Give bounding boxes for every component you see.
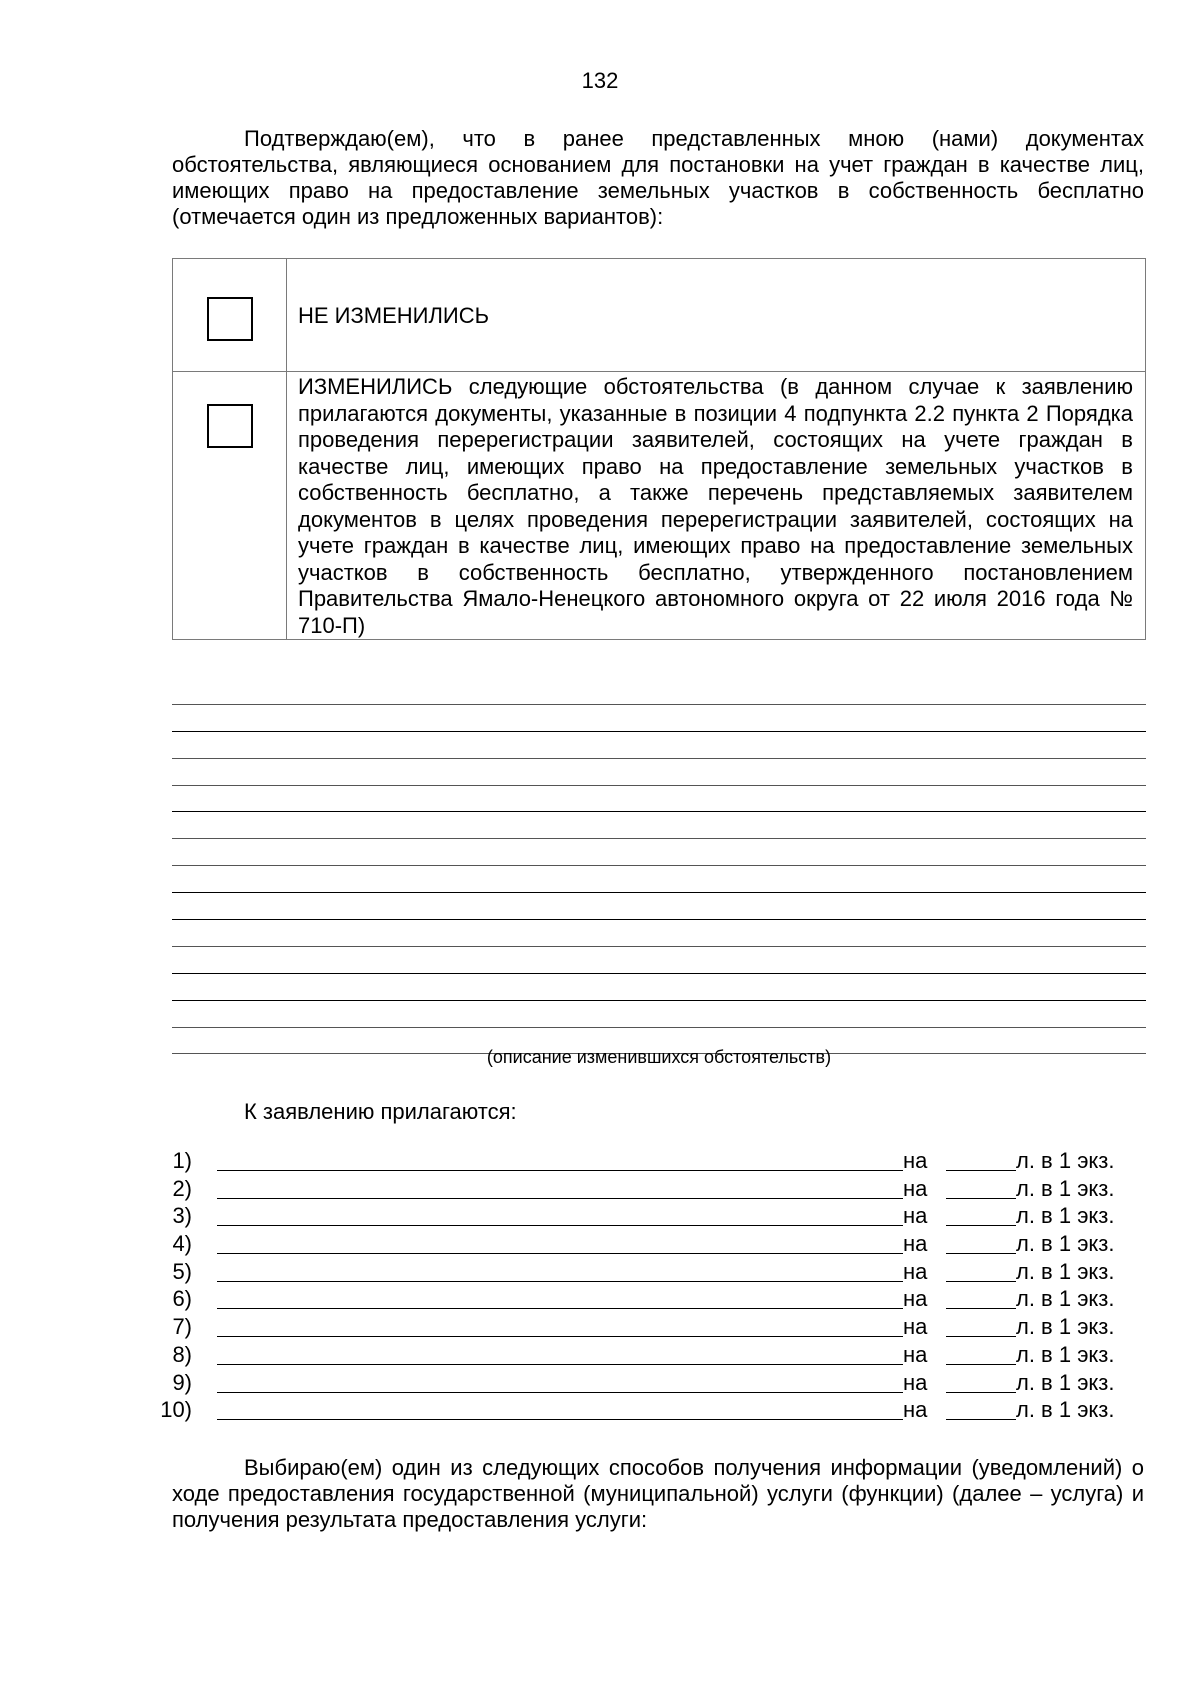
attachment-pages-field[interactable] — [946, 1231, 1016, 1254]
description-line[interactable] — [172, 839, 1146, 866]
checkbox-changed[interactable] — [207, 404, 253, 448]
attachment-row — [160, 1176, 1160, 1204]
attachment-name-field[interactable] — [217, 1259, 903, 1282]
attachment-pages-field[interactable] — [946, 1314, 1016, 1337]
description-line[interactable] — [172, 705, 1146, 732]
attachment-number: 8) — [172, 1341, 192, 1367]
option-row-unchanged — [173, 259, 1146, 372]
description-caption: (описание изменившихся обстоятельств) — [486, 1047, 832, 1067]
description-line[interactable] — [172, 947, 1146, 974]
attachment-pages-field[interactable] — [946, 1203, 1016, 1226]
page-number: 132 — [581, 68, 619, 93]
attachment-pages-field[interactable] — [946, 1397, 1016, 1420]
attachment-number: 10) — [160, 1397, 192, 1423]
attachment-number: 3) — [172, 1203, 192, 1229]
attachment-name-field[interactable] — [217, 1203, 903, 1226]
description-line[interactable] — [172, 1001, 1146, 1028]
attachment-na-label: на — [903, 1397, 928, 1423]
attachment-na-label: на — [903, 1175, 928, 1201]
attachment-copies-label: л. в 1 экз. — [1016, 1314, 1115, 1340]
choose-paragraph: Выбираю(ем) один из следующих способов получения информации (уведомлений) о ходе предоставления государственной (муниципальной) услуги (функции) (далее – услуга) и получения результата предоставления услуги: — [172, 1455, 1144, 1532]
attachment-na-label: на — [903, 1148, 928, 1173]
description-line[interactable] — [172, 786, 1146, 813]
attachment-row — [160, 1203, 1160, 1231]
attachment-name-field[interactable] — [217, 1148, 903, 1171]
attachment-row — [160, 1370, 1160, 1398]
attachment-copies-label: л. в 1 экз. — [1016, 1148, 1115, 1173]
attachment-copies-label: л. в 1 экз. — [1016, 1231, 1115, 1257]
attachment-na-label: на — [903, 1314, 928, 1340]
attachment-row — [160, 1148, 1160, 1176]
attachment-number: 2) — [172, 1175, 192, 1201]
description-line[interactable] — [172, 974, 1146, 1001]
option-label-changed: ИЗМЕНИЛИСЬ следующие обстоятельства (в данном случае к заявлению прилагаются документы, указанные в позиции 4 подпункта 2.2 пункта 2 Порядка проведения перерегистрации заявителей, состоящих на учете граждан в качестве лиц, имеющих право на предоставление земельных участков в собственность бесплатно, а также перечень представляемых заявителем документов в целях проведения перерегистрации заявителей, состоящих на учете граждан в качестве лиц, имеющих право на предоставление земельных участков в собственность бесплатно, утвержденного постановлением Правительства Ямало-Ненецкого автономного округа от 22 июля 2016 года № 710-П) — [298, 374, 1133, 638]
attachment-number: 7) — [172, 1314, 192, 1340]
attachment-name-field[interactable] — [217, 1397, 903, 1420]
attachment-row — [160, 1286, 1160, 1314]
checkbox-unchanged[interactable] — [207, 297, 253, 341]
attachment-number: 9) — [172, 1369, 192, 1395]
attachment-row — [160, 1231, 1160, 1259]
attachment-row — [160, 1342, 1160, 1370]
description-line[interactable] — [172, 893, 1146, 920]
attachment-row — [160, 1314, 1160, 1342]
description-lines[interactable] — [172, 678, 1146, 1054]
attachment-copies-label: л. в 1 экз. — [1016, 1286, 1115, 1312]
attachment-na-label: на — [903, 1341, 928, 1367]
attachment-name-field[interactable] — [217, 1286, 903, 1309]
attachment-number: 5) — [172, 1258, 192, 1284]
attachment-name-field[interactable] — [217, 1176, 903, 1199]
attachment-pages-field[interactable] — [946, 1286, 1016, 1309]
option-row-changed — [173, 372, 1146, 640]
attachment-pages-field[interactable] — [946, 1370, 1016, 1393]
attachment-copies-label: л. в 1 экз. — [1016, 1203, 1115, 1229]
attachment-na-label: на — [903, 1258, 928, 1284]
option-label-unchanged: НЕ ИЗМЕНИЛИСЬ — [298, 303, 490, 328]
attachment-copies-label: л. в 1 экз. — [1016, 1397, 1115, 1423]
attachment-number: 6) — [172, 1286, 192, 1312]
attachment-na-label: на — [903, 1203, 928, 1229]
attachment-copies-label: л. в 1 экз. — [1016, 1175, 1115, 1201]
description-line[interactable] — [172, 920, 1146, 947]
attachment-pages-field[interactable] — [946, 1259, 1016, 1282]
attachment-name-field[interactable] — [217, 1342, 903, 1365]
attachment-name-field[interactable] — [217, 1370, 903, 1393]
attachment-pages-field[interactable] — [946, 1342, 1016, 1365]
intro-paragraph: Подтверждаю(ем), что в ранее представленных мною (нами) документах обстоятельства, являющиеся основанием для постановки на учет граждан в качестве лиц, имеющих право на предоставление земельных участков в собственность бесплатно (отмечается один из предложенных вариантов): — [172, 126, 1144, 229]
attachments-title: К заявлению прилагаются: — [244, 1099, 517, 1124]
attachment-number: 1) — [172, 1148, 192, 1173]
attachment-na-label: на — [903, 1286, 928, 1312]
attachment-pages-field[interactable] — [946, 1148, 1016, 1171]
description-line[interactable] — [172, 866, 1146, 893]
attachment-row — [160, 1259, 1160, 1287]
attachment-name-field[interactable] — [217, 1231, 903, 1254]
attachment-pages-field[interactable] — [946, 1176, 1016, 1199]
attachment-name-field[interactable] — [217, 1314, 903, 1337]
attachment-na-label: на — [903, 1231, 928, 1257]
attachment-number: 4) — [172, 1231, 192, 1257]
description-line[interactable] — [172, 812, 1146, 839]
options-table — [172, 258, 1146, 640]
attachment-copies-label: л. в 1 экз. — [1016, 1258, 1115, 1284]
description-line[interactable] — [172, 678, 1146, 705]
description-line[interactable] — [172, 759, 1146, 786]
attachment-na-label: на — [903, 1369, 928, 1395]
attachment-row — [160, 1397, 1160, 1425]
attachment-copies-label: л. в 1 экз. — [1016, 1341, 1115, 1367]
attachments-list — [160, 1148, 1160, 1425]
attachment-copies-label: л. в 1 экз. — [1016, 1369, 1115, 1395]
description-line[interactable] — [172, 732, 1146, 759]
